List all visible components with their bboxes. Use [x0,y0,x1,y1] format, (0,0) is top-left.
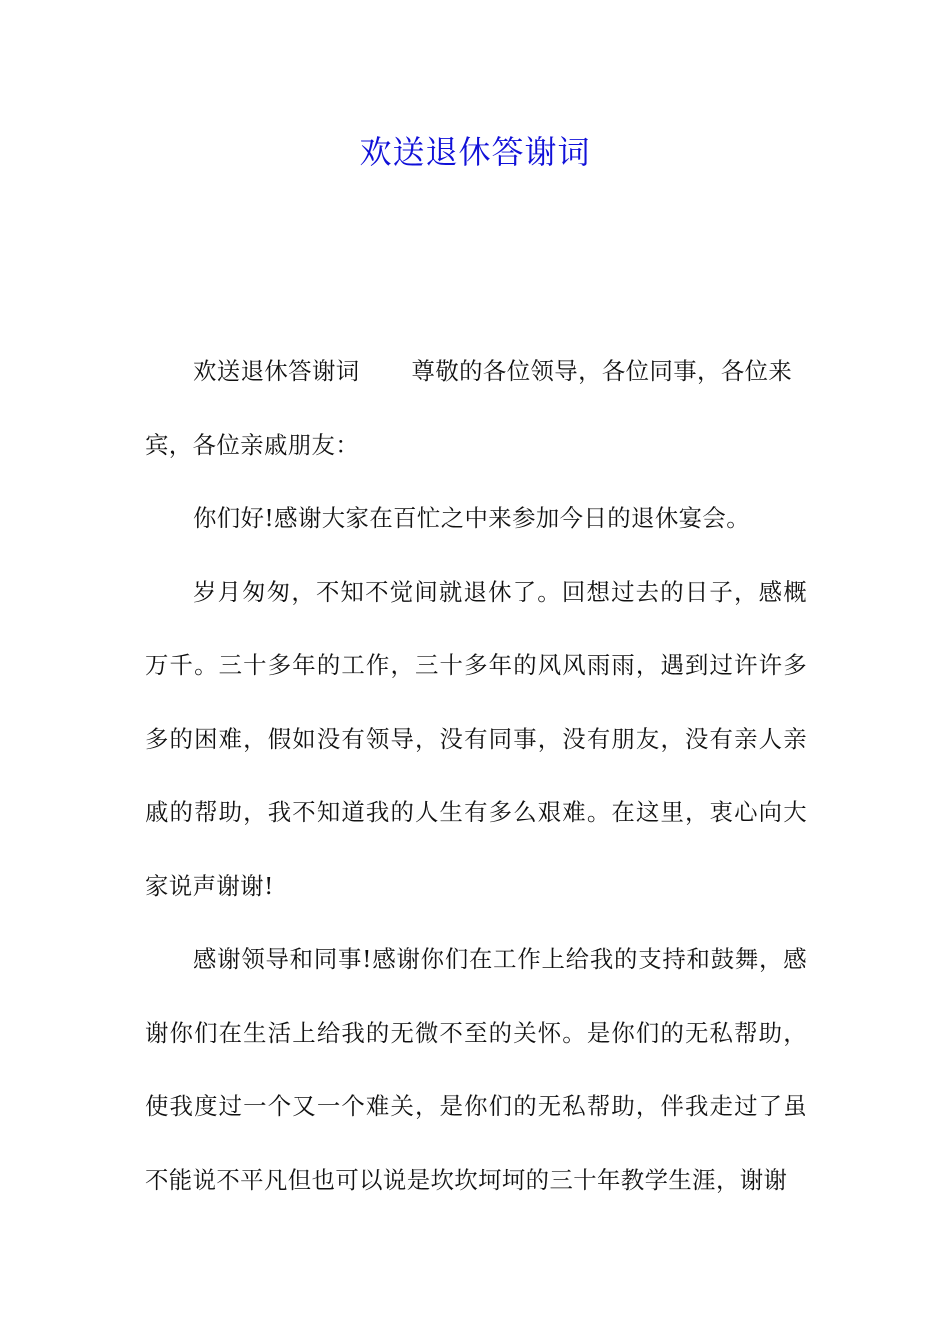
inline-heading: 欢送退休答谢词 [193,357,360,385]
paragraph-gratitude: 感谢领导和同事!感谢你们在工作上给我的支持和鼓舞，感谢你们在生活上给我的无微不至的关怀。是你们的无私帮助，使我度过一个又一个难关，是你们的无私帮助，伴我走过了虽不能说不平凡但也可以说是坎坎坷坷的三十年教学生涯，谢谢 [145,945,807,1194]
paragraph-greeting [145,335,807,482]
greeting-text: 尊敬的各位领导，各位同事，各位来宾，各位亲戚朋友： [145,357,793,459]
paragraph-reflection: 岁月匆匆，不知不觉间就退休了。回想过去的日子，感概万千。三十多年的工作，三十多年的风风雨雨，遇到过许许多多的困难，假如没有领导，没有同事，没有朋友，没有亲人亲戚的帮助，我不知道我的人生有多么艰难。在这里，衷心向大家说声谢谢! [145,577,807,900]
document-title: 欢送退休答谢词 [359,133,591,171]
document-body [145,335,807,1217]
paragraph-thanks: 你们好!感谢大家在百忙之中来参加今日的退休宴会。 [193,504,750,532]
